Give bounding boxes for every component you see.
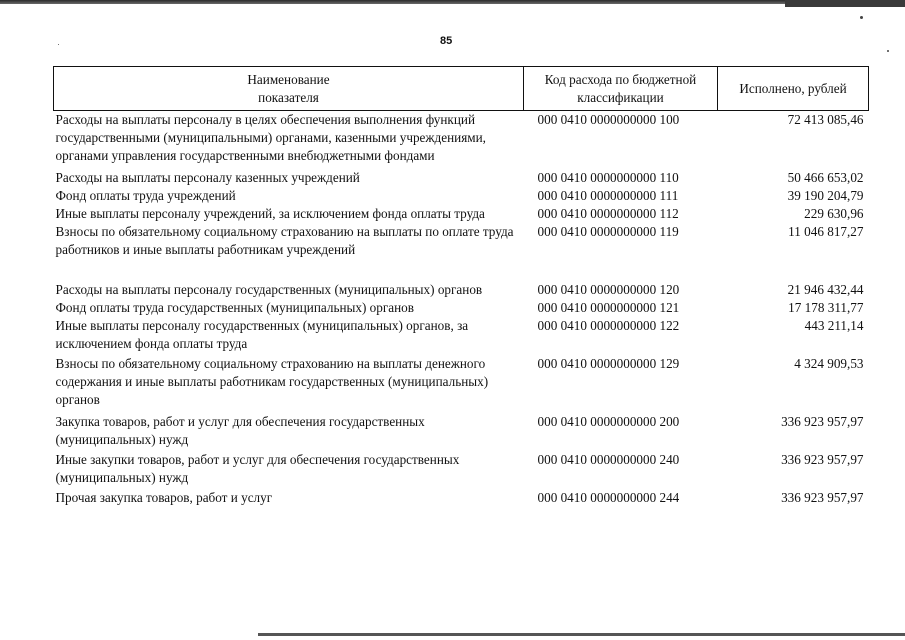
row-name: Прочая закупка товаров, работ и услуг — [55, 490, 273, 505]
table-row — [54, 205, 869, 223]
row-code: 000 0410 0000000000 120 — [537, 282, 680, 297]
row-code: 000 0410 0000000000 112 — [537, 206, 679, 221]
scan-speck — [58, 44, 59, 45]
row-amount: 11 046 817,27 — [788, 224, 864, 239]
row-code: 000 0410 0000000000 122 — [537, 318, 680, 333]
row-code: 000 0410 0000000000 121 — [537, 300, 680, 315]
row-amount: 21 946 432,44 — [787, 282, 864, 297]
row-amount: 336 923 957,97 — [781, 452, 864, 467]
table-row — [54, 409, 869, 449]
scan-edge-top — [0, 0, 905, 4]
header-name — [54, 67, 524, 111]
gap-cell — [524, 259, 718, 281]
table-row — [54, 187, 869, 205]
row-code: 000 0410 0000000000 240 — [537, 452, 680, 467]
row-amount: 4 324 909,53 — [794, 356, 864, 371]
row-name: Расходы на выплаты персоналу в целях обеспечения выполнения функций государственными (муниципальными) органами, казенными учреждениями, органами управления государственными внебюджетными фондами — [55, 112, 486, 163]
table-row — [54, 449, 869, 487]
row-name: Взносы по обязательному социальному страхованию на выплаты денежного содержания и иные выплаты работникам государственных (муниципальных) органов — [55, 356, 489, 407]
row-name: Закупка товаров, работ и услуг для обеспечения государственных (муниципальных) нужд — [55, 414, 425, 447]
header-amount-label: Исполнено, рублей — [739, 80, 847, 96]
row-name: Расходы на выплаты персоналу государственных (муниципальных) органов — [55, 282, 483, 297]
table-header-row — [54, 67, 869, 111]
gap-cell — [54, 259, 524, 281]
row-code: 000 0410 0000000000 244 — [537, 490, 680, 505]
table-gap-row — [54, 259, 869, 281]
row-code: 000 0410 0000000000 119 — [537, 224, 679, 239]
row-name: Расходы на выплаты персоналу казенных учреждений — [55, 170, 360, 185]
gap-cell — [718, 259, 869, 281]
row-amount: 39 190 204,79 — [787, 188, 864, 203]
table-row — [54, 487, 869, 507]
scan-speck — [860, 16, 863, 19]
row-amount: 50 466 653,02 — [787, 170, 864, 185]
row-code: 000 0410 0000000000 100 — [537, 112, 680, 127]
row-code: 000 0410 0000000000 129 — [537, 356, 680, 371]
row-name: Иные закупки товаров, работ и услуг для обеспечения государственных (муниципальных) нужд — [55, 452, 460, 485]
row-amount: 229 630,96 — [804, 206, 864, 221]
row-amount: 443 211,14 — [804, 318, 864, 333]
table-row — [54, 353, 869, 409]
header-code-label: Код расхода по бюджетной классификации — [544, 71, 697, 105]
row-code: 000 0410 0000000000 111 — [537, 188, 679, 203]
table-row — [54, 299, 869, 317]
table-row — [54, 165, 869, 187]
header-code — [524, 67, 718, 111]
table-row — [54, 317, 869, 353]
scan-edge-top-right — [785, 0, 905, 7]
row-code: 000 0410 0000000000 110 — [537, 170, 679, 185]
table-row — [54, 281, 869, 299]
table-row — [54, 223, 869, 259]
row-name: Взносы по обязательному социальному страхованию на выплаты по оплате труда работников и иные выплаты работникам учреждений — [55, 224, 514, 257]
row-amount: 336 923 957,97 — [781, 490, 864, 505]
row-name: Фонд оплаты труда учреждений — [55, 188, 236, 203]
row-name: Фонд оплаты труда государственных (муниципальных) органов — [55, 300, 415, 315]
header-name-label: Наименование показателя — [247, 71, 330, 105]
header-amount — [718, 67, 869, 111]
scan-speck — [887, 50, 889, 52]
table-row — [54, 111, 869, 166]
row-name: Иные выплаты персоналу учреждений, за исключением фонда оплаты труда — [55, 206, 485, 221]
row-name: Иные выплаты персоналу государственных (муниципальных) органов, за исключением фонда оплаты труда — [55, 318, 469, 351]
row-amount: 336 923 957,97 — [781, 414, 864, 429]
row-amount: 17 178 311,77 — [788, 300, 864, 315]
page-number: 85 — [440, 35, 453, 47]
row-amount: 72 413 085,46 — [787, 112, 864, 127]
budget-table — [53, 66, 869, 507]
scan-edge-bottom — [258, 633, 905, 636]
row-code: 000 0410 0000000000 200 — [537, 414, 680, 429]
